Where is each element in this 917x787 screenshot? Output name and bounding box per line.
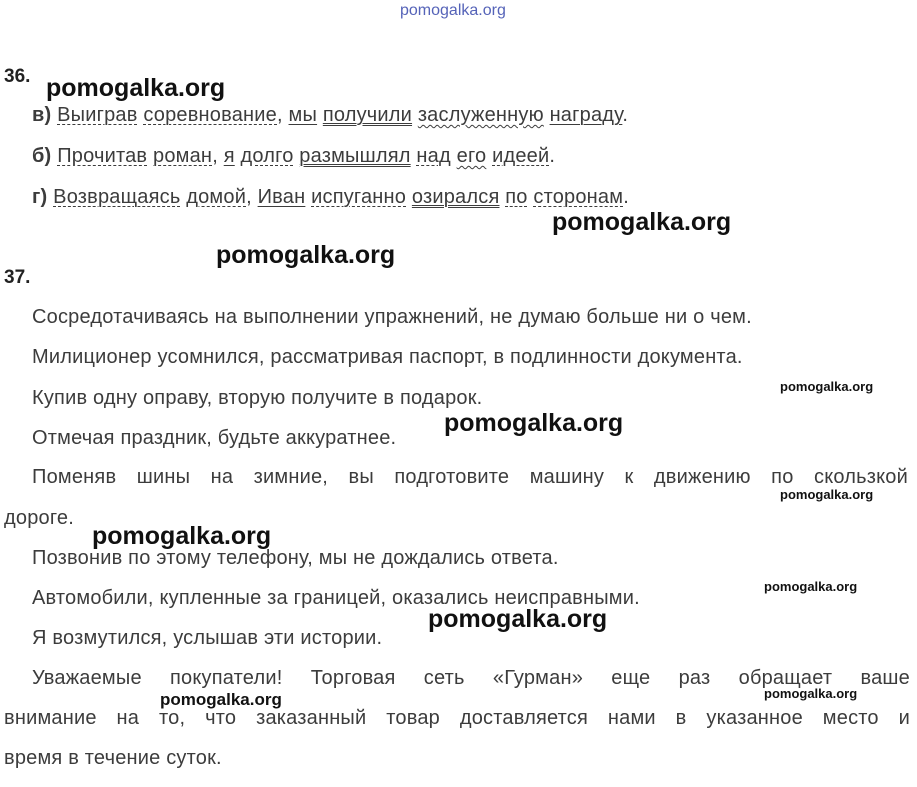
word: мы — [288, 104, 318, 126]
word: идеей — [492, 145, 550, 167]
word: над — [416, 145, 451, 167]
exercise-36-number: 36. — [4, 66, 31, 87]
ex36-item-b — [32, 145, 555, 168]
ex37-line-4: Отмечая праздник, будьте аккуратнее. — [32, 427, 397, 449]
watermark: pomogalka.org — [160, 690, 282, 709]
word: испуганно — [311, 186, 407, 208]
watermark: pomogalka.org — [444, 409, 624, 437]
watermark: pomogalka.org — [780, 379, 874, 394]
ex37-line-3: Купив одну оправу, вторую получите в подарок. — [32, 387, 483, 409]
ex37-line-2: Милиционер усомнился, рассматривая паспорт, в подлинности документа. — [32, 346, 743, 368]
punct: . — [623, 186, 629, 208]
word: соревнование — [143, 104, 277, 126]
watermark: pomogalka.org — [428, 605, 608, 633]
item-letter: в) — [32, 104, 52, 126]
punct: , — [277, 104, 283, 126]
punct: . — [622, 104, 629, 126]
watermark: pomogalka.org — [780, 487, 874, 502]
word: долго — [240, 145, 294, 167]
watermark: pomogalka.org — [552, 208, 732, 236]
word: Выиграв — [57, 104, 138, 126]
ex37-line-8: Автомобили, купленные за границей, оказались неисправными. — [32, 587, 640, 609]
watermark: pomogalka.org — [92, 522, 272, 550]
watermark: pomogalka.org — [216, 241, 396, 269]
word: сторонам — [533, 186, 624, 208]
word: озирался — [411, 186, 500, 208]
word: по — [505, 186, 528, 208]
word: заслуженную — [417, 104, 544, 126]
word: роман — [153, 145, 213, 167]
ex37-line-11: внимание на то, что заказанный товар доставляется нами в указанное место и — [4, 707, 910, 729]
ex37-line-10: Уважаемые покупатели! Торговая сеть «Гурман» еще раз обращает ваше — [32, 667, 910, 689]
watermark: pomogalka.org — [764, 579, 858, 594]
word: награду — [549, 104, 623, 126]
item-letter: б) — [32, 145, 52, 167]
punct: , — [246, 186, 252, 208]
exercise-37-number: 37. — [4, 267, 31, 288]
ex37-line-6: дороге. — [4, 507, 74, 529]
ex36-item-v — [32, 104, 628, 127]
word: размышлял — [299, 145, 411, 167]
word: домой — [186, 186, 247, 208]
word: я — [223, 145, 235, 167]
watermark: pomogalka.org — [46, 74, 226, 102]
ex37-line-9: Я возмутился, услышав эти истории. — [32, 627, 383, 649]
ex37-line-12: время в течение суток. — [4, 747, 222, 769]
punct: , — [212, 145, 218, 167]
item-letter: г) — [32, 186, 48, 208]
word: Возвращаясь — [53, 186, 181, 208]
ex37-line-5: Поменяв шины на зимние, вы подготовите машину к движению по скользкой — [32, 466, 908, 488]
ex36-item-g — [32, 186, 629, 209]
watermark: pomogalka.org — [764, 686, 858, 701]
word: его — [456, 145, 487, 167]
watermark-top: pomogalka.org — [400, 2, 506, 19]
word: Иван — [257, 186, 306, 208]
punct: . — [549, 145, 556, 167]
word: Прочитав — [57, 145, 148, 167]
word: получили — [322, 104, 413, 126]
ex37-line-7: Позвонив по этому телефону, мы не дождались ответа. — [32, 547, 559, 569]
ex37-line-1: Сосредотачиваясь на выполнении упражнений, не думаю больше ни о чем. — [32, 306, 752, 328]
